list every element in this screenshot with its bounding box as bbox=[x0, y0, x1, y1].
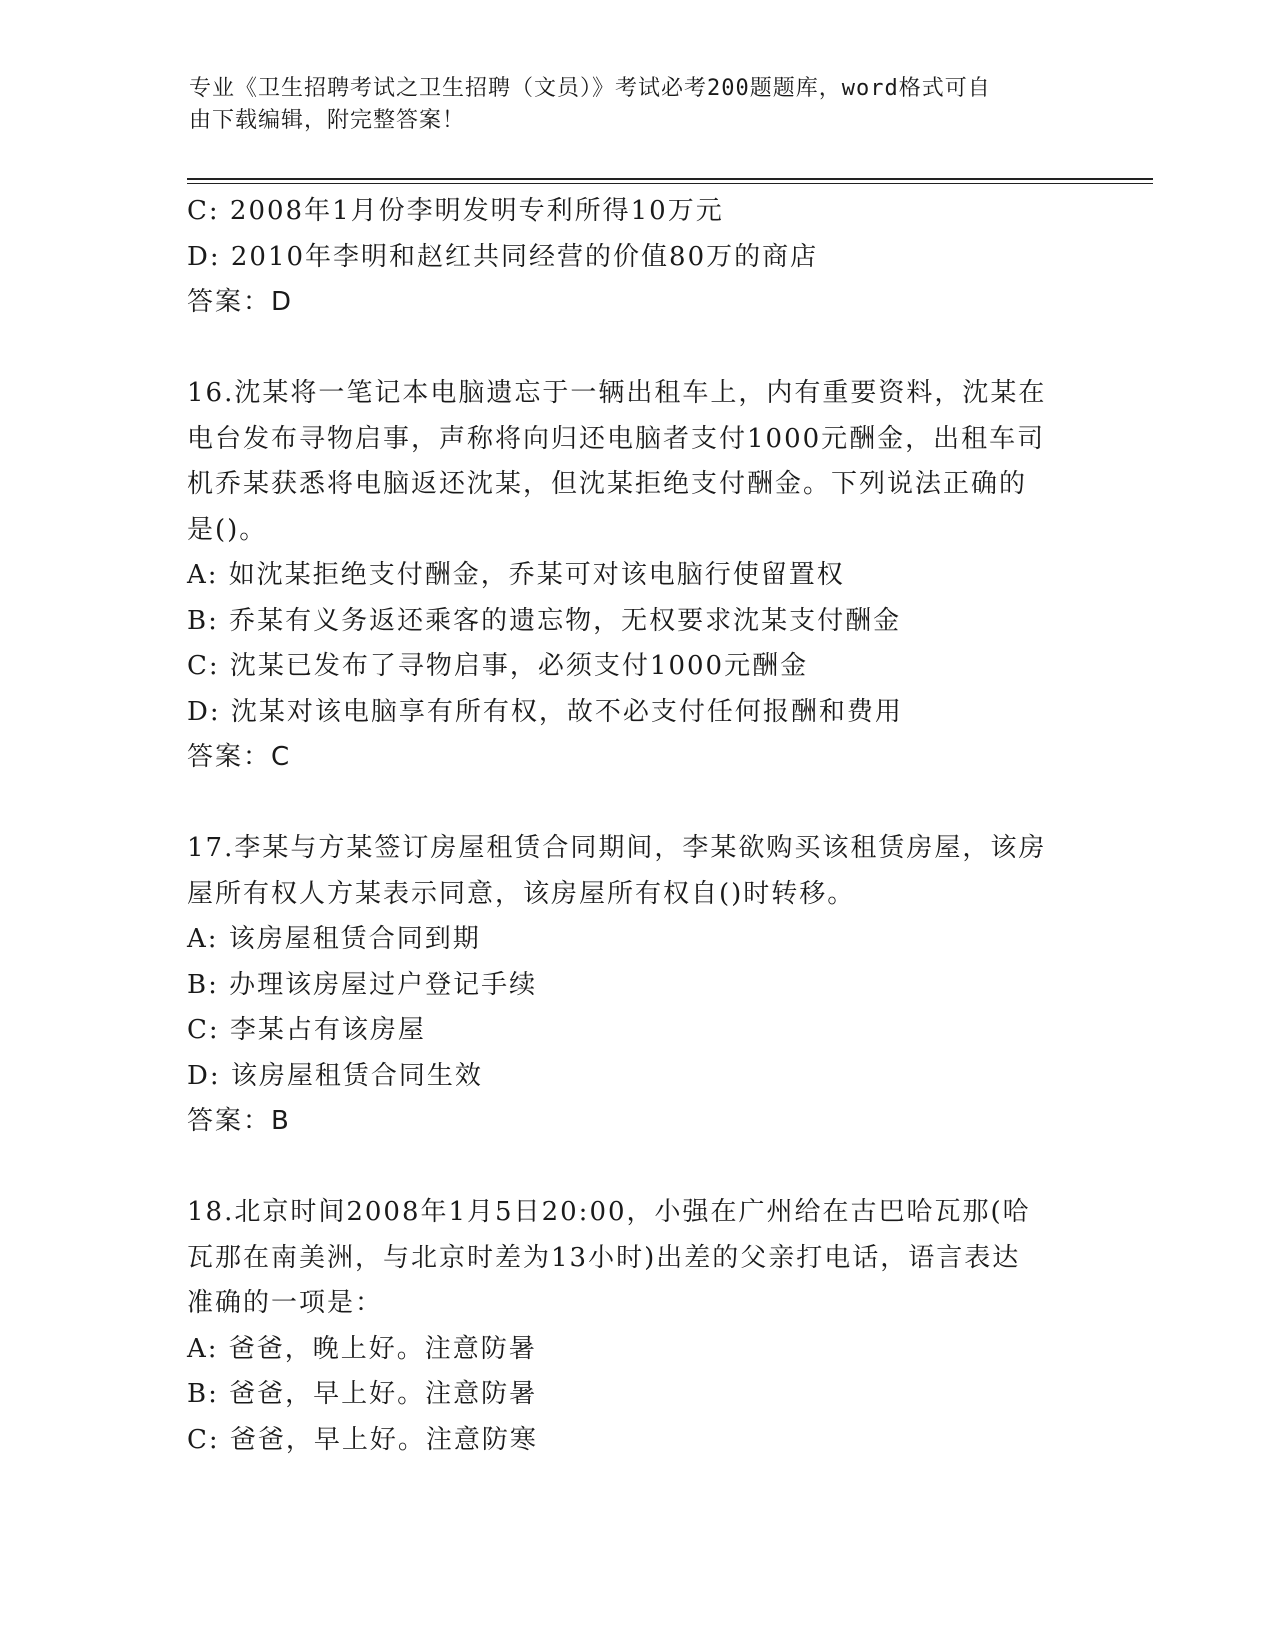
option-b: B: 乔某有义务返还乘客的遗忘物，无权要求沈某支付酬金 bbox=[187, 605, 902, 636]
question-18 bbox=[187, 1190, 1087, 1463]
question-17 bbox=[187, 826, 1087, 1145]
page-header bbox=[189, 73, 1089, 137]
question-stem-line: 瓦那在南美洲，与北京时差为13小时)出差的父亲打电话，语言表达 bbox=[187, 1242, 1021, 1273]
question-16 bbox=[187, 371, 1087, 781]
question-list bbox=[187, 189, 1087, 1463]
spacer bbox=[187, 1145, 1087, 1191]
question-stem-line: 准确的一项是： bbox=[187, 1288, 384, 1318]
option-c: C: 李某占有该房屋 bbox=[187, 1015, 426, 1045]
question-stem-line: 机乔某获悉将电脑返还沈某，但沈某拒绝支付酬金。下列说法正确的 bbox=[187, 469, 1028, 499]
question-15-tail bbox=[187, 189, 1087, 326]
header-line-1: 专业《卫生招聘考试之卫生招聘（文员）》考试必考200题题库，word格式可自 bbox=[189, 76, 991, 101]
answer-label: 答案：D bbox=[187, 287, 294, 317]
answer-label: 答案：B bbox=[187, 1106, 291, 1136]
option-c: C: 沈某已发布了寻物启事，必须支付1000元酬金 bbox=[187, 651, 809, 681]
question-stem-line: 是()。 bbox=[187, 514, 268, 545]
question-stem-line: 屋所有权人方某表示同意，该房屋所有权自()时转移。 bbox=[187, 878, 856, 909]
option-c: C: 爸爸，早上好。注意防寒 bbox=[187, 1424, 538, 1455]
header-line-2: 由下载编辑，附完整答案！ bbox=[189, 108, 466, 133]
spacer bbox=[187, 781, 1087, 827]
question-stem-line: 电台发布寻物启事，声称将向归还电脑者支付1000元酬金，出租车司 bbox=[187, 423, 1046, 454]
option-d: D: 2010年李明和赵红共同经营的价值80万的商店 bbox=[187, 241, 819, 272]
question-stem-line: 16.沈某将一笔记本电脑遗忘于一辆出租车上，内有重要资料，沈某在 bbox=[187, 378, 1047, 408]
header-divider-thin bbox=[187, 183, 1153, 184]
option-a: A: 如沈某拒绝支付酬金，乔某可对该电脑行使留置权 bbox=[187, 560, 845, 590]
option-a: A: 该房屋租赁合同到期 bbox=[187, 924, 481, 954]
question-stem-line: 17.李某与方某签订房屋租赁合同期间，李某欲购买该租赁房屋，该房 bbox=[187, 833, 1047, 863]
option-a: A: 爸爸，晚上好。注意防暑 bbox=[187, 1333, 537, 1364]
option-b: B: 办理该房屋过户登记手续 bbox=[187, 969, 538, 1000]
question-stem-line: 18.北京时间2008年1月5日20:00，小强在广州给在古巴哈瓦那(哈 bbox=[187, 1197, 1031, 1227]
spacer bbox=[187, 326, 1087, 372]
option-d: D: 沈某对该电脑享有所有权，故不必支付任何报酬和费用 bbox=[187, 696, 903, 727]
option-b: B: 爸爸，早上好。注意防暑 bbox=[187, 1379, 538, 1409]
answer-label: 答案：C bbox=[187, 742, 292, 772]
header-divider-thick bbox=[187, 178, 1153, 180]
option-c: C: 2008年1月份李明发明专利所得10万元 bbox=[187, 196, 724, 226]
option-d: D: 该房屋租赁合同生效 bbox=[187, 1060, 483, 1091]
